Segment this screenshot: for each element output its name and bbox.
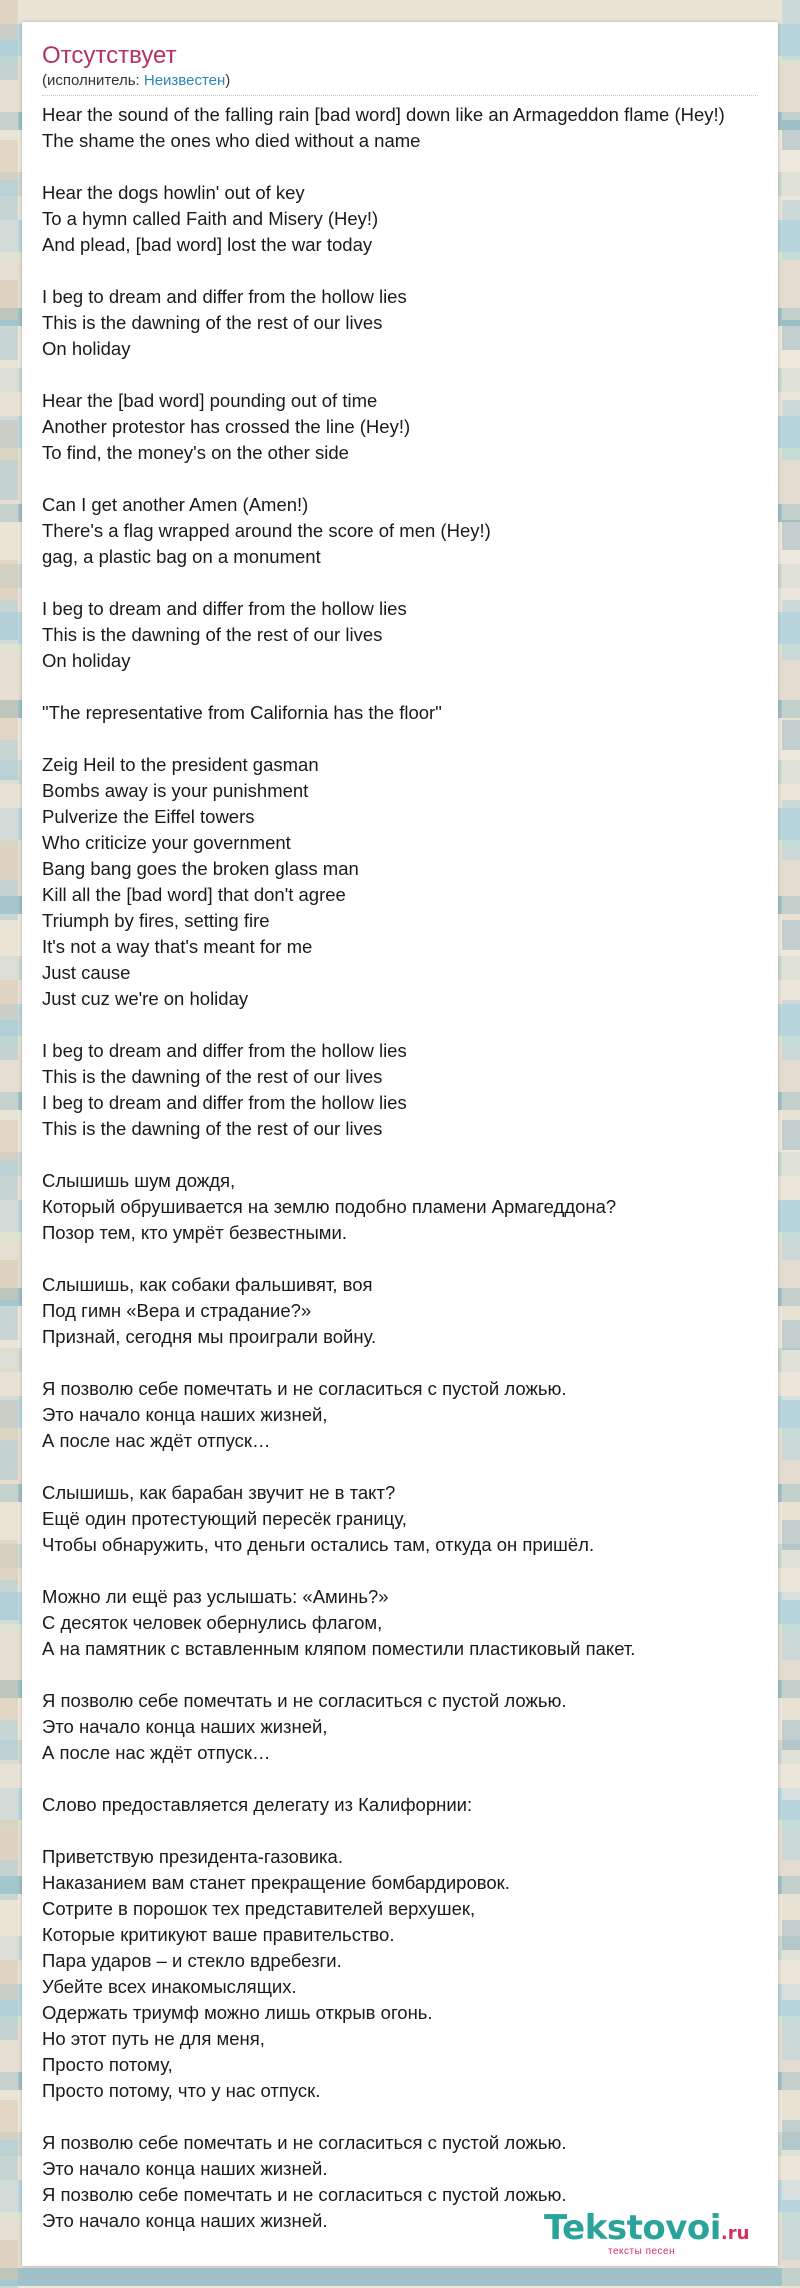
- song-title: Отсутствует: [42, 42, 177, 69]
- lyric-line: Triumph by fires, setting fire: [42, 910, 270, 931]
- logo-tagline: тексты песен: [608, 2246, 676, 2257]
- lyric-line: I beg to dream and differ from the hollow lies: [42, 286, 407, 307]
- stanza-gap: [42, 154, 778, 180]
- lyric-line: Просто потому, что у нас отпуск.: [42, 2080, 321, 2101]
- lyric-line: Bombs away is your punishment: [42, 780, 309, 801]
- lyric-line: gag, a plastic bag on a monument: [42, 546, 321, 567]
- lyric-line: Сотрите в порошок тех представителей верхушек,: [42, 1898, 476, 1919]
- artist-prefix: (исполнитель:: [42, 72, 144, 89]
- lyric-line: Одержать триумф можно лишь открыв огонь.: [42, 2002, 433, 2023]
- stanza-gap: [42, 1012, 778, 1038]
- lyric-line: To a hymn called Faith and Misery (Hey!): [42, 208, 379, 229]
- lyric-line: Слышишь, как барабан звучит не в такт?: [42, 1482, 396, 1503]
- site-logo[interactable]: [544, 2208, 774, 2256]
- lyric-line: On holiday: [42, 650, 131, 671]
- lyric-line: Who criticize your government: [42, 832, 291, 853]
- lyric-line: Я позволю себе помечтать и не согласиться с пустой ложью.: [42, 1378, 567, 1399]
- lyric-line: It's not a way that's meant for me: [42, 936, 313, 957]
- lyric-line: Чтобы обнаружить, что деньги остались там, откуда он пришёл.: [42, 1534, 595, 1555]
- stanza-gap: [42, 1350, 778, 1376]
- lyric-line: Признай, сегодня мы проиграли войну.: [42, 1326, 377, 1347]
- stanza-gap: [42, 1454, 778, 1480]
- stanza-gap: [42, 1246, 778, 1272]
- lyric-line: Просто потому,: [42, 2054, 173, 2075]
- lyric-line: Hear the sound of the falling rain [bad word] down like an Armageddon flame (Hey!): [42, 104, 725, 125]
- lyric-line: Hear the dogs howlin' out of key: [42, 182, 305, 203]
- logo-name: Tekstovoi: [544, 2208, 721, 2248]
- lyric-line: Another protestor has crossed the line (Hey!): [42, 416, 411, 437]
- lyric-line: And plead, [bad word] lost the war today: [42, 234, 373, 255]
- lyric-line: А после нас ждёт отпуск…: [42, 1430, 271, 1451]
- lyric-line: Пара ударов – и стекло вдребезги.: [42, 1950, 342, 1971]
- lyric-line: Слово предоставляется делегату из Калифорнии:: [42, 1794, 473, 1815]
- lyric-line: Это начало конца наших жизней.: [42, 2210, 328, 2231]
- lyric-line: Just cuz we're on holiday: [42, 988, 249, 1009]
- lyric-line: Это начало конца наших жизней,: [42, 1716, 328, 1737]
- lyric-line: Наказанием вам станет прекращение бомбардировок.: [42, 1872, 510, 1893]
- stanza-gap: [42, 674, 778, 700]
- artist-line: [42, 72, 230, 90]
- lyric-line: Слышишь шум дождя,: [42, 1170, 236, 1191]
- lyric-line: "The representative from California has the floor": [42, 702, 442, 723]
- lyric-line: The shame the ones who died without a name: [42, 130, 421, 151]
- title-divider: [42, 95, 758, 96]
- lyrics-page: [22, 22, 778, 2266]
- lyric-line: Слышишь, как собаки фальшивят, воя: [42, 1274, 373, 1295]
- lyric-line: I beg to dream and differ from the hollow lies: [42, 598, 407, 619]
- stanza-gap: [42, 1142, 778, 1168]
- lyric-line: Zeig Heil to the president gasman: [42, 754, 319, 775]
- lyric-line: Can I get another Amen (Amen!): [42, 494, 309, 515]
- lyric-line: Под гимн «Вера и страдание?»: [42, 1300, 312, 1321]
- lyric-line: Приветствую президента-газовика.: [42, 1846, 343, 1867]
- stanza-gap: [42, 1662, 778, 1688]
- lyric-line: There's a flag wrapped around the score of men (Hey!): [42, 520, 491, 541]
- artist-link[interactable]: Неизвестен: [143, 72, 226, 89]
- stanza-gap: [42, 258, 778, 284]
- lyric-line: Я позволю себе помечтать и не согласиться с пустой ложью.: [42, 2132, 567, 2153]
- lyric-line: Kill all the [bad word] that don't agree: [42, 884, 346, 905]
- lyric-line: Pulverize the Eiffel towers: [42, 806, 255, 827]
- stanza-gap: [42, 466, 778, 492]
- lyric-line: Это начало конца наших жизней,: [42, 1404, 328, 1425]
- lyric-line: Позор тем, кто умрёт безвестными.: [42, 1222, 347, 1243]
- lyric-line: This is the dawning of the rest of our lives: [42, 624, 383, 645]
- lyric-line: А на памятник с вставленным кляпом поместили пластиковый пакет.: [42, 1638, 636, 1659]
- lyric-line: Убейте всех инакомыслящих.: [42, 1976, 297, 1997]
- lyric-line: This is the dawning of the rest of our lives: [42, 312, 383, 333]
- stanza-gap: [42, 2104, 778, 2130]
- lyric-line: А после нас ждёт отпуск…: [42, 1742, 271, 1763]
- stanza-gap: [42, 570, 778, 596]
- background-stripe-right: [782, 0, 800, 2288]
- lyric-line: I beg to dream and differ from the hollow lies: [42, 1040, 407, 1061]
- stanza-gap: [42, 362, 778, 388]
- lyric-line: To find, the money's on the other side: [42, 442, 349, 463]
- lyric-line: Ещё один протестующий пересёк границу,: [42, 1508, 407, 1529]
- lyric-line: I beg to dream and differ from the hollow lies: [42, 1092, 407, 1113]
- stanza-gap: [42, 1558, 778, 1584]
- lyric-line: On holiday: [42, 338, 131, 359]
- stanza-gap: [42, 726, 778, 752]
- lyric-line: This is the dawning of the rest of our lives: [42, 1066, 383, 1087]
- lyrics-text: [42, 102, 778, 2234]
- lyric-line: Я позволю себе помечтать и не согласиться с пустой ложью.: [42, 2184, 567, 2205]
- lyric-line: Я позволю себе помечтать и не согласиться с пустой ложью.: [42, 1690, 567, 1711]
- lyric-line: Это начало конца наших жизней.: [42, 2158, 328, 2179]
- lyric-line: Bang bang goes the broken glass man: [42, 858, 359, 879]
- lyric-line: С десяток человек обернулись флагом,: [42, 1612, 383, 1633]
- stanza-gap: [42, 1766, 778, 1792]
- artist-suffix: ): [225, 72, 231, 89]
- background-stripe-left: [0, 0, 18, 2288]
- lyric-line: Just cause: [42, 962, 131, 983]
- lyric-line: Которые критикуют ваше правительство.: [42, 1924, 395, 1945]
- lyric-line: Но этот путь не для меня,: [42, 2028, 265, 2049]
- stanza-gap: [42, 1818, 778, 1844]
- lyric-line: Который обрушивается на землю подобно пламени Армагеддона?: [42, 1196, 617, 1217]
- lyric-line: Hear the [bad word] pounding out of time: [42, 390, 378, 411]
- logo-tld: .ru: [720, 2223, 750, 2244]
- lyric-line: Можно ли ещё раз услышать: «Аминь?»: [42, 1586, 389, 1607]
- lyric-line: This is the dawning of the rest of our lives: [42, 1118, 383, 1139]
